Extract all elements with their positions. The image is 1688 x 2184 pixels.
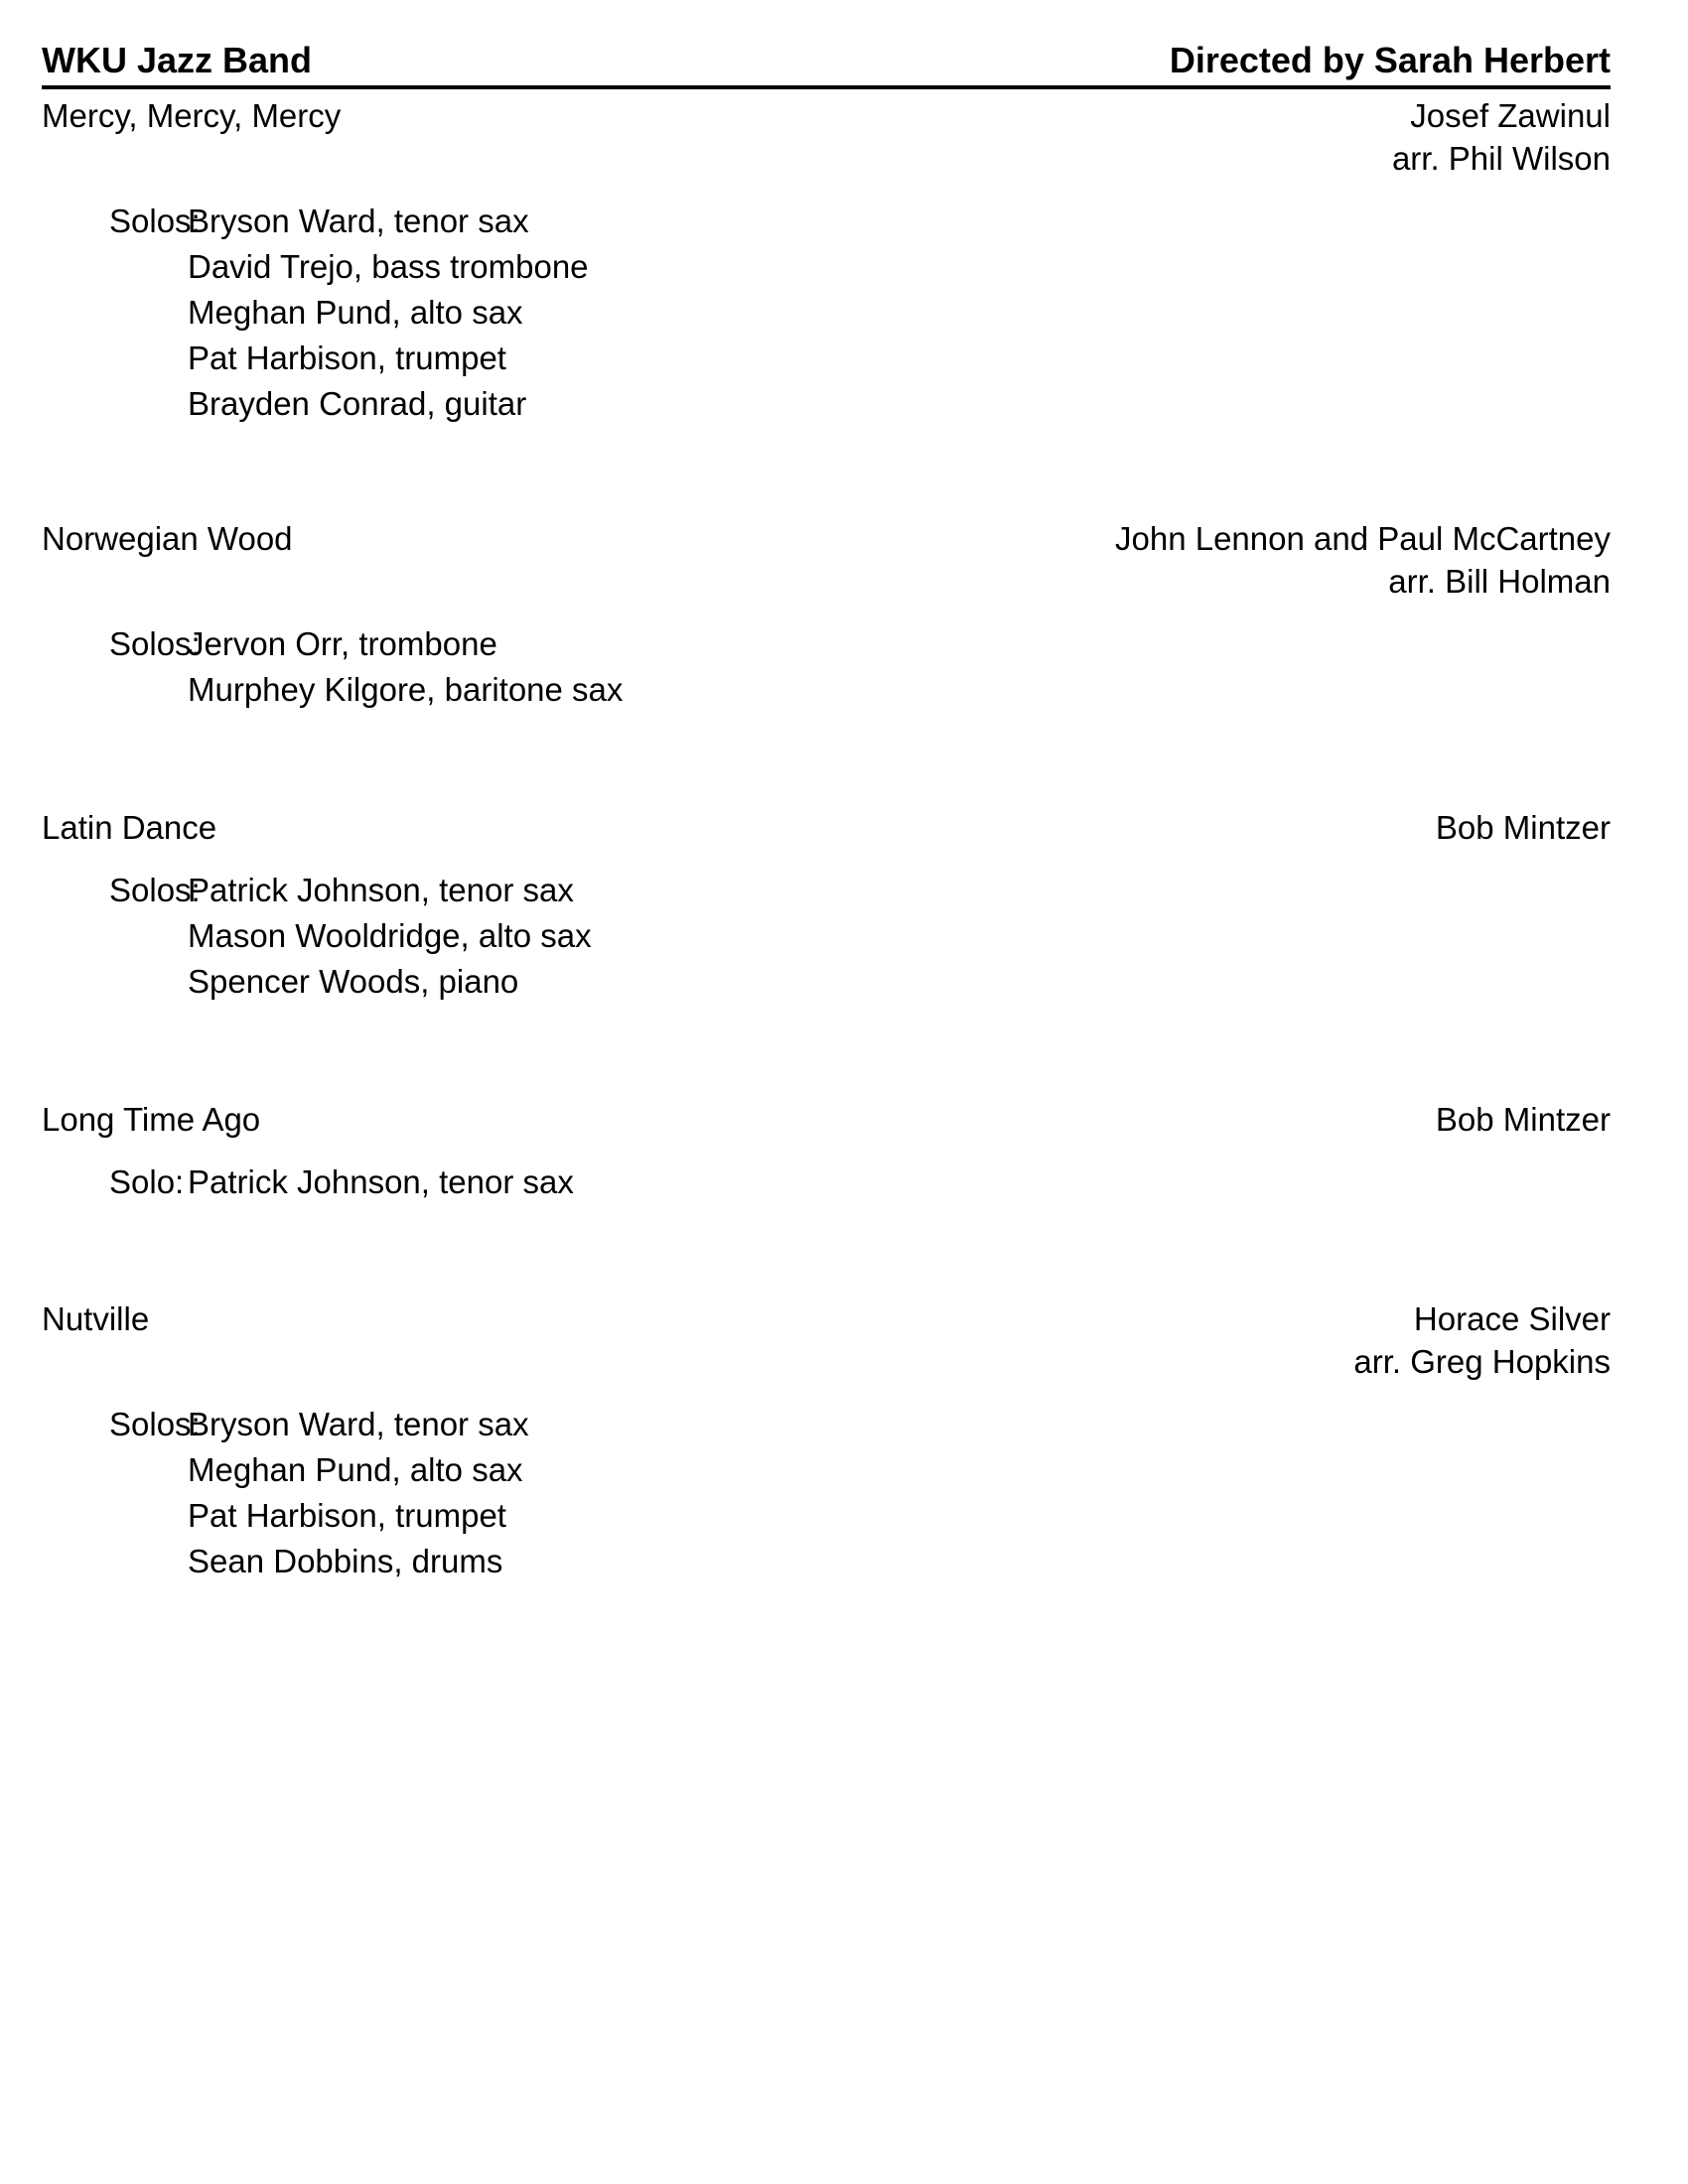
solo-performer: Spencer Woods, piano: [188, 962, 519, 1000]
piece-credits: [1436, 1099, 1611, 1142]
composer-credit: Josef Zawinul: [1410, 97, 1611, 135]
piece-heading: [42, 1298, 1611, 1384]
piece-heading: [42, 807, 1611, 850]
solos-label: Solos:: [109, 203, 201, 240]
solo-performer: Patrick Johnson, tenor sax: [188, 1162, 574, 1200]
solo-performer: Meghan Pund, alto sax: [188, 1450, 523, 1488]
piece-heading: [42, 1099, 1611, 1142]
program-piece: [42, 807, 1611, 1007]
solos-list: [42, 1404, 1611, 1586]
solo-performer: Meghan Pund, alto sax: [188, 294, 523, 332]
program-sheet: [42, 40, 1611, 1586]
piece-title: Long Time Ago: [42, 1100, 261, 1138]
solos-list: [42, 201, 1611, 429]
solo-row: [42, 1161, 1611, 1207]
solos-label: Solos:: [109, 625, 201, 663]
piece-heading: [42, 518, 1611, 604]
solo-performer: Patrick Johnson, tenor sax: [188, 871, 574, 908]
composer-credit: John Lennon and Paul McCartney: [1115, 520, 1611, 558]
program-piece: [42, 95, 1611, 429]
solo-performer: Pat Harbison, trumpet: [188, 340, 506, 377]
director-credit: Directed by Sarah Herbert: [1169, 40, 1611, 80]
program-piece: [42, 1099, 1611, 1207]
solos-list: [42, 623, 1611, 715]
piece-credits: [1353, 1298, 1611, 1384]
solo-performer: Jervon Orr, trombone: [188, 625, 497, 663]
solo-row: [42, 383, 1611, 429]
piece-title: Latin Dance: [42, 809, 217, 847]
composer-credit: Horace Silver: [1413, 1299, 1611, 1337]
solos-label: Solos:: [109, 871, 201, 908]
solo-row: [42, 292, 1611, 338]
solo-row: [42, 1449, 1611, 1495]
solo-row: [42, 201, 1611, 246]
solo-performer: David Trejo, bass trombone: [188, 248, 589, 286]
solos-label: Solo:: [109, 1162, 185, 1200]
piece-credits: [1392, 95, 1611, 181]
solos-list: [42, 870, 1611, 1007]
solo-row: [42, 915, 1611, 961]
solos-list: [42, 1161, 1611, 1207]
program-piece: [42, 518, 1611, 715]
piece-title: Nutville: [42, 1299, 150, 1337]
piece-title: Norwegian Wood: [42, 520, 293, 558]
solo-row: [42, 623, 1611, 669]
solo-row: [42, 1495, 1611, 1541]
page-title: WKU Jazz Band: [42, 40, 313, 80]
solo-row: [42, 961, 1611, 1007]
solo-row: [42, 246, 1611, 292]
solo-row: [42, 1541, 1611, 1586]
composer-credit: Bob Mintzer: [1435, 1100, 1611, 1138]
solos-label: Solos:: [109, 1405, 201, 1442]
composer-credit: Bob Mintzer: [1435, 809, 1611, 847]
solo-performer: Murphey Kilgore, baritone sax: [188, 671, 624, 709]
arranger-credit: arr. Phil Wilson: [1391, 140, 1611, 178]
piece-heading: [42, 95, 1611, 181]
solo-row: [42, 669, 1611, 715]
program-piece: [42, 1298, 1611, 1586]
solo-performer: Sean Dobbins, drums: [188, 1542, 503, 1579]
piece-credits: [1436, 807, 1611, 850]
solo-performer: Bryson Ward, tenor sax: [188, 1405, 529, 1442]
solo-performer: Mason Wooldridge, alto sax: [188, 916, 592, 954]
solo-performer: Bryson Ward, tenor sax: [188, 203, 529, 240]
solo-row: [42, 338, 1611, 383]
piece-credits: [1115, 518, 1611, 604]
piece-title: Mercy, Mercy, Mercy: [42, 97, 342, 135]
program-header: [42, 40, 1611, 89]
solo-row: [42, 870, 1611, 915]
arranger-credit: arr. Bill Holman: [1388, 563, 1611, 601]
solo-performer: Pat Harbison, trumpet: [188, 1496, 506, 1534]
solo-performer: Brayden Conrad, guitar: [188, 385, 527, 423]
solo-row: [42, 1404, 1611, 1449]
arranger-credit: arr. Greg Hopkins: [1353, 1342, 1611, 1380]
